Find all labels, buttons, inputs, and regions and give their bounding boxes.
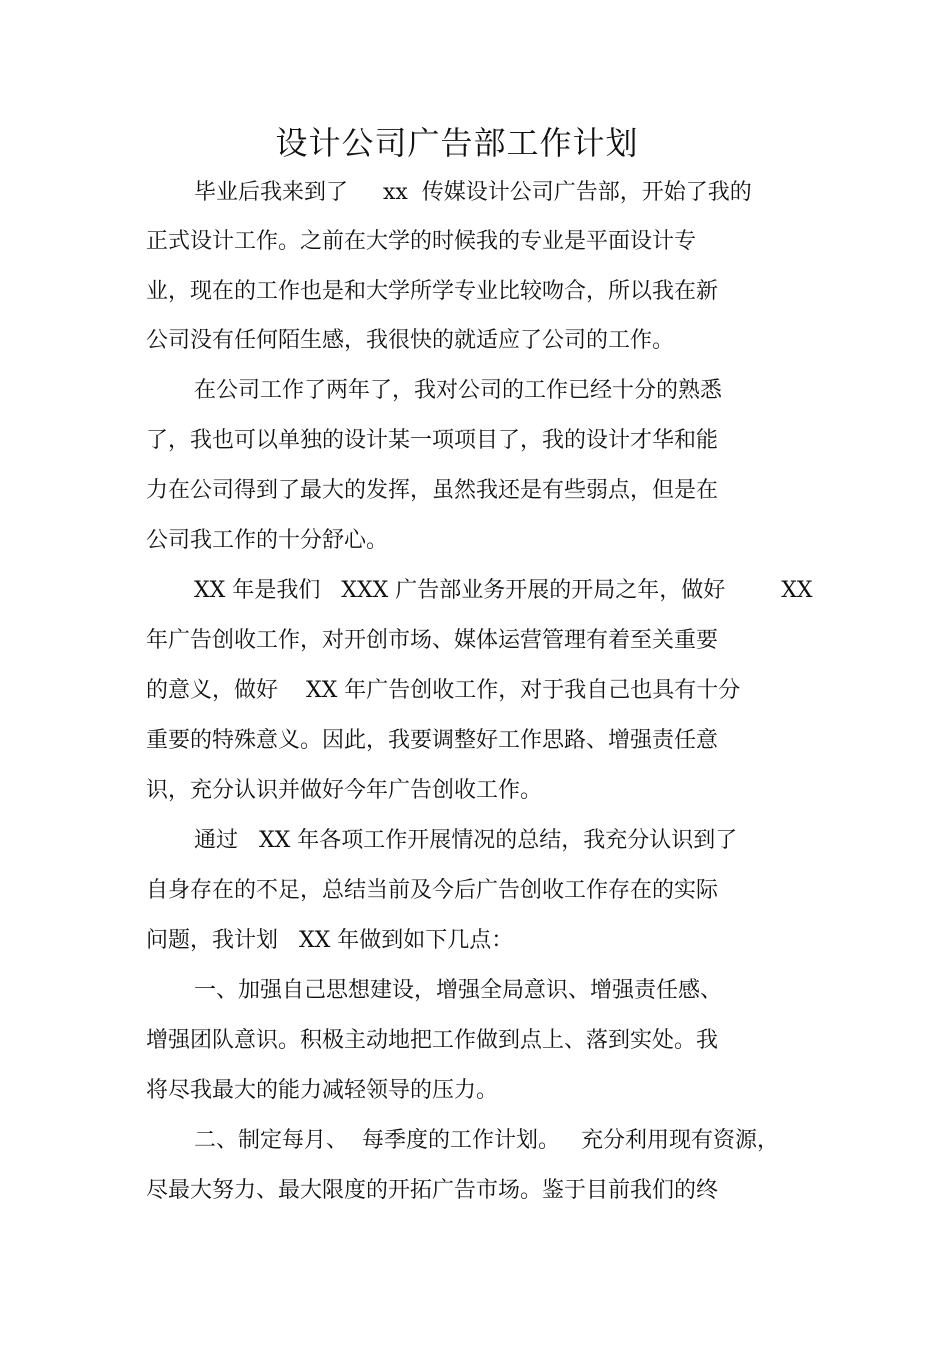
paragraph-line: 增强团队意识。积极主动地把工作做到点上、落到实处。我 xyxy=(146,1028,719,1053)
paragraph-line: 公司我工作的十分舒心。 xyxy=(146,528,389,553)
paragraph-line: 一、加强自己思想建设，增强全局意识、增强责任感、 xyxy=(194,978,723,1003)
paragraph-line: 力在公司得到了最大的发挥，虽然我还是有些弱点，但是在 xyxy=(146,478,719,503)
paragraph-line: 识，充分认识并做好今年广告创收工作。 xyxy=(146,778,543,803)
paragraph-line: 自身存在的不足，总结当前及今后广告创收工作存在的实际 xyxy=(146,878,719,903)
document-title: 设计公司广告部工作计划 xyxy=(275,124,639,162)
paragraph-line: 二、制定每月、 每季度的工作计划。 充分利用现有资源， xyxy=(194,1128,779,1153)
paragraph-line: 了，我也可以单独的设计某一项项目了，我的设计才华和能 xyxy=(146,428,719,453)
paragraph-line: 年广告创收工作，对开创市场、媒体运营管理有着至关重要 xyxy=(146,628,719,653)
paragraph-line: 毕业后我来到了 xx 传媒设计公司广告部，开始了我的 xyxy=(194,180,752,205)
paragraph-line: 将尽我最大的能力减轻领导的压力。 xyxy=(146,1078,499,1103)
paragraph-line: 通过 XX 年各项工作开展情况的总结，我充分认识到了 xyxy=(194,828,738,853)
paragraph-line: XX 年是我们 XXX 广告部业务开展的开局之年，做好 XX xyxy=(194,578,813,603)
paragraph-line: 公司没有任何陌生感，我很快的就适应了公司的工作。 xyxy=(146,328,675,353)
paragraph-line: 在公司工作了两年了，我对公司的工作已经十分的熟悉 xyxy=(194,378,723,403)
paragraph-line: 问题，我计划 XX 年做到如下几点： xyxy=(146,928,514,953)
paragraph-line: 尽最大努力、最大限度的开拓广告市场。鉴于目前我们的终 xyxy=(146,1178,719,1203)
paragraph-line: 的意义，做好 XX 年广告创收工作，对于我自己也具有十分 xyxy=(146,678,741,703)
paragraph-line: 业，现在的工作也是和大学所学专业比较吻合，所以我在新 xyxy=(146,279,719,304)
paragraph-line: 正式设计工作。之前在大学的时候我的专业是平面设计专 xyxy=(146,229,697,254)
paragraph-line: 重要的特殊意义。因此，我要调整好工作思路、增强责任意 xyxy=(146,728,719,753)
